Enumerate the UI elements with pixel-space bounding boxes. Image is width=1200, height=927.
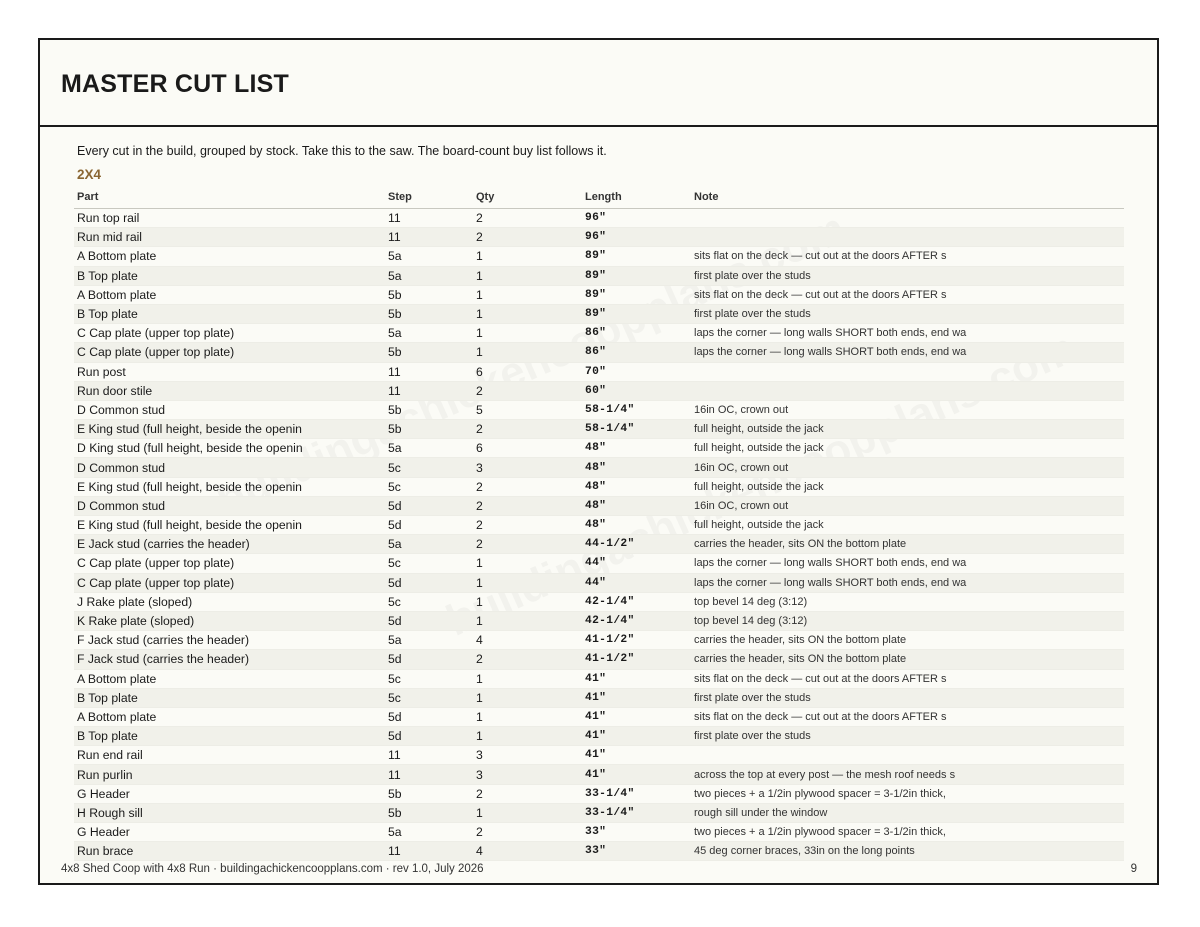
cell-note: laps the corner — long walls SHORT both ends, end wa: [691, 324, 1124, 343]
page-number: 9: [1130, 863, 1137, 875]
cell-note: full height, outside the jack: [691, 477, 1124, 496]
column-header-part: Part: [74, 186, 385, 209]
cell-qty: 2: [473, 420, 582, 439]
table-row: [74, 209, 1124, 228]
table-row: [74, 803, 1124, 822]
cell-qty: 2: [473, 650, 582, 669]
cell-step: 11: [385, 381, 473, 400]
cell-qty: 2: [473, 381, 582, 400]
cell-part: C Cap plate (upper top plate): [74, 573, 385, 592]
cell-step: 5c: [385, 477, 473, 496]
cell-qty: 2: [473, 228, 582, 247]
cell-part: D Common stud: [74, 400, 385, 419]
cell-qty: 1: [473, 688, 582, 707]
cell-note: across the top at every post — the mesh roof needs s: [691, 765, 1124, 784]
cell-part: A Bottom plate: [74, 285, 385, 304]
cell-step: 11: [385, 209, 473, 228]
cell-qty: 2: [473, 516, 582, 535]
cell-part: E King stud (full height, beside the openin: [74, 477, 385, 496]
cell-length: 41": [582, 688, 691, 707]
cell-length: 89": [582, 285, 691, 304]
cell-note: [691, 228, 1124, 247]
table-row: [74, 650, 1124, 669]
cell-note: rough sill under the window: [691, 803, 1124, 822]
cell-qty: 1: [473, 343, 582, 362]
cell-step: 5d: [385, 573, 473, 592]
cell-note: carries the header, sits ON the bottom plate: [691, 535, 1124, 554]
cell-note: 45 deg corner braces, 33in on the long points: [691, 842, 1124, 861]
cell-qty: 3: [473, 765, 582, 784]
cell-length: 41": [582, 746, 691, 765]
cell-step: 5a: [385, 631, 473, 650]
cut-list-table: [74, 186, 1124, 861]
page-header: [40, 40, 1157, 127]
cell-length: 96": [582, 209, 691, 228]
cell-length: 58-1/4": [582, 420, 691, 439]
cell-note: laps the corner — long walls SHORT both ends, end wa: [691, 573, 1124, 592]
cell-length: 86": [582, 324, 691, 343]
cell-length: 96": [582, 228, 691, 247]
table-row: [74, 343, 1124, 362]
cell-qty: 5: [473, 400, 582, 419]
cell-part: C Cap plate (upper top plate): [74, 343, 385, 362]
cell-part: E King stud (full height, beside the openin: [74, 420, 385, 439]
cell-length: 48": [582, 458, 691, 477]
cell-note: sits flat on the deck — cut out at the doors AFTER s: [691, 707, 1124, 726]
cell-part: K Rake plate (sloped): [74, 611, 385, 630]
document-page: [38, 38, 1159, 885]
cell-part: B Top plate: [74, 727, 385, 746]
cell-length: 89": [582, 266, 691, 285]
cell-note: full height, outside the jack: [691, 516, 1124, 535]
cell-qty: 2: [473, 823, 582, 842]
cell-note: laps the corner — long walls SHORT both ends, end wa: [691, 554, 1124, 573]
cell-length: 89": [582, 247, 691, 266]
cell-step: 5a: [385, 535, 473, 554]
cell-step: 5d: [385, 707, 473, 726]
cell-step: 5a: [385, 247, 473, 266]
cell-step: 5d: [385, 496, 473, 515]
cell-qty: 3: [473, 458, 582, 477]
cell-note: carries the header, sits ON the bottom plate: [691, 631, 1124, 650]
cell-length: 42-1/4": [582, 592, 691, 611]
cell-step: 5b: [385, 420, 473, 439]
cell-length: 41": [582, 669, 691, 688]
cell-length: 70": [582, 362, 691, 381]
table-row: [74, 285, 1124, 304]
cell-part: F Jack stud (carries the header): [74, 650, 385, 669]
table-row: [74, 707, 1124, 726]
cell-step: 5a: [385, 324, 473, 343]
cell-length: 86": [582, 343, 691, 362]
cell-note: first plate over the studs: [691, 266, 1124, 285]
cell-step: 5d: [385, 611, 473, 630]
cell-note: sits flat on the deck — cut out at the doors AFTER s: [691, 247, 1124, 266]
cell-step: 11: [385, 842, 473, 861]
table-row: [74, 477, 1124, 496]
cell-note: laps the corner — long walls SHORT both ends, end wa: [691, 343, 1124, 362]
cell-note: sits flat on the deck — cut out at the doors AFTER s: [691, 669, 1124, 688]
table-row: [74, 266, 1124, 285]
cell-note: carries the header, sits ON the bottom plate: [691, 650, 1124, 669]
table-row: [74, 228, 1124, 247]
cell-qty: 1: [473, 803, 582, 822]
cell-note: two pieces + a 1/2in plywood spacer = 3-1/2in thick,: [691, 823, 1124, 842]
page-title: MASTER CUT LIST: [61, 70, 289, 98]
cell-step: 5a: [385, 823, 473, 842]
cell-step: 5c: [385, 669, 473, 688]
cell-step: 5d: [385, 727, 473, 746]
cell-part: D Common stud: [74, 496, 385, 515]
table-row: [74, 573, 1124, 592]
cell-part: B Top plate: [74, 688, 385, 707]
cell-qty: 1: [473, 304, 582, 323]
table-row: [74, 381, 1124, 400]
cell-note: full height, outside the jack: [691, 420, 1124, 439]
table-row: [74, 669, 1124, 688]
cell-note: 16in OC, crown out: [691, 400, 1124, 419]
cell-length: 89": [582, 304, 691, 323]
cell-step: 5c: [385, 688, 473, 707]
table-row: [74, 535, 1124, 554]
cell-part: E Jack stud (carries the header): [74, 535, 385, 554]
cell-length: 42-1/4": [582, 611, 691, 630]
cell-note: sits flat on the deck — cut out at the doors AFTER s: [691, 285, 1124, 304]
cell-note: two pieces + a 1/2in plywood spacer = 3-1/2in thick,: [691, 784, 1124, 803]
cell-qty: 1: [473, 707, 582, 726]
intro-text: Every cut in the build, grouped by stock. Take this to the saw. The board-count buy list follows it.: [77, 144, 607, 158]
cell-note: full height, outside the jack: [691, 439, 1124, 458]
table-row: [74, 746, 1124, 765]
cell-step: 5b: [385, 400, 473, 419]
cell-step: 5b: [385, 343, 473, 362]
cell-length: 33-1/4": [582, 803, 691, 822]
column-header-step: Step: [385, 186, 473, 209]
cell-part: J Rake plate (sloped): [74, 592, 385, 611]
table-row: [74, 727, 1124, 746]
cell-note: first plate over the studs: [691, 304, 1124, 323]
cell-qty: 3: [473, 746, 582, 765]
cell-part: A Bottom plate: [74, 247, 385, 266]
table-row: [74, 842, 1124, 861]
cell-qty: 1: [473, 285, 582, 304]
cell-part: A Bottom plate: [74, 707, 385, 726]
cell-qty: 1: [473, 573, 582, 592]
cell-length: 41-1/2": [582, 631, 691, 650]
cell-part: G Header: [74, 823, 385, 842]
cell-length: 60": [582, 381, 691, 400]
cell-length: 44": [582, 573, 691, 592]
table-row: [74, 631, 1124, 650]
table-row: [74, 400, 1124, 419]
cell-step: 5d: [385, 650, 473, 669]
cell-qty: 2: [473, 784, 582, 803]
cell-qty: 2: [473, 496, 582, 515]
cell-step: 5c: [385, 554, 473, 573]
cell-length: 44": [582, 554, 691, 573]
cell-part: Run brace: [74, 842, 385, 861]
column-header-note: Note: [691, 186, 1124, 209]
cell-qty: 2: [473, 535, 582, 554]
table-row: [74, 784, 1124, 803]
cell-part: H Rough sill: [74, 803, 385, 822]
cell-note: [691, 209, 1124, 228]
cell-part: E King stud (full height, beside the openin: [74, 516, 385, 535]
cell-part: Run top rail: [74, 209, 385, 228]
cell-part: A Bottom plate: [74, 669, 385, 688]
cell-note: first plate over the studs: [691, 688, 1124, 707]
cell-qty: 2: [473, 477, 582, 496]
cell-step: 11: [385, 228, 473, 247]
table-row: [74, 516, 1124, 535]
table-row: [74, 611, 1124, 630]
cell-step: 5b: [385, 285, 473, 304]
cell-note: top bevel 14 deg (3:12): [691, 592, 1124, 611]
cell-note: 16in OC, crown out: [691, 458, 1124, 477]
cell-length: 33-1/4": [582, 784, 691, 803]
cell-part: C Cap plate (upper top plate): [74, 554, 385, 573]
table-row: [74, 823, 1124, 842]
cell-qty: 1: [473, 554, 582, 573]
cell-part: Run purlin: [74, 765, 385, 784]
cell-qty: 1: [473, 611, 582, 630]
cell-note: [691, 381, 1124, 400]
cell-qty: 4: [473, 842, 582, 861]
cell-note: top bevel 14 deg (3:12): [691, 611, 1124, 630]
cell-part: Run mid rail: [74, 228, 385, 247]
cell-step: 5c: [385, 458, 473, 477]
cell-length: 48": [582, 516, 691, 535]
table-row: [74, 362, 1124, 381]
table-row: [74, 554, 1124, 573]
cell-step: 5a: [385, 439, 473, 458]
cell-step: 11: [385, 765, 473, 784]
cell-qty: 1: [473, 669, 582, 688]
table-row: [74, 439, 1124, 458]
cell-part: F Jack stud (carries the header): [74, 631, 385, 650]
column-header-qty: Qty: [473, 186, 582, 209]
cell-part: B Top plate: [74, 266, 385, 285]
cell-length: 41": [582, 765, 691, 784]
cell-step: 5b: [385, 784, 473, 803]
cell-length: 48": [582, 496, 691, 515]
cell-step: 11: [385, 362, 473, 381]
cell-length: 41-1/2": [582, 650, 691, 669]
cell-note: first plate over the studs: [691, 727, 1124, 746]
cell-length: 41": [582, 707, 691, 726]
table-row: [74, 458, 1124, 477]
page-footer: 4x8 Shed Coop with 4x8 Run · buildingachickencoopplans.com · rev 1.0, July 2026: [61, 863, 484, 875]
cell-qty: 6: [473, 362, 582, 381]
cell-length: 44-1/2": [582, 535, 691, 554]
cell-note: [691, 362, 1124, 381]
cell-part: C Cap plate (upper top plate): [74, 324, 385, 343]
cell-step: 5b: [385, 803, 473, 822]
table-row: [74, 496, 1124, 515]
cell-length: 33": [582, 842, 691, 861]
cell-length: 41": [582, 727, 691, 746]
table-row: [74, 592, 1124, 611]
cell-part: B Top plate: [74, 304, 385, 323]
cell-qty: 1: [473, 592, 582, 611]
cell-part: D Common stud: [74, 458, 385, 477]
cell-step: 5d: [385, 516, 473, 535]
cell-qty: 1: [473, 727, 582, 746]
table-row: [74, 324, 1124, 343]
cell-length: 58-1/4": [582, 400, 691, 419]
cell-qty: 6: [473, 439, 582, 458]
table-row: [74, 420, 1124, 439]
section-label: 2X4: [77, 167, 102, 182]
cell-part: Run post: [74, 362, 385, 381]
cell-qty: 1: [473, 266, 582, 285]
cell-step: 5a: [385, 266, 473, 285]
cell-qty: 1: [473, 247, 582, 266]
cell-note: [691, 746, 1124, 765]
table-row: [74, 765, 1124, 784]
cell-part: D King stud (full height, beside the openin: [74, 439, 385, 458]
table-row: [74, 688, 1124, 707]
cell-qty: 4: [473, 631, 582, 650]
column-header-length: Length: [582, 186, 691, 209]
cell-part: Run end rail: [74, 746, 385, 765]
cell-length: 33": [582, 823, 691, 842]
cell-step: 11: [385, 746, 473, 765]
cell-part: Run door stile: [74, 381, 385, 400]
cell-qty: 1: [473, 324, 582, 343]
table-row: [74, 247, 1124, 266]
table-row: [74, 304, 1124, 323]
cell-length: 48": [582, 439, 691, 458]
cell-length: 48": [582, 477, 691, 496]
cell-note: 16in OC, crown out: [691, 496, 1124, 515]
cell-step: 5c: [385, 592, 473, 611]
table-header-row: [74, 186, 1124, 209]
cell-step: 5b: [385, 304, 473, 323]
table-body: [74, 209, 1124, 861]
cell-part: G Header: [74, 784, 385, 803]
cell-qty: 2: [473, 209, 582, 228]
